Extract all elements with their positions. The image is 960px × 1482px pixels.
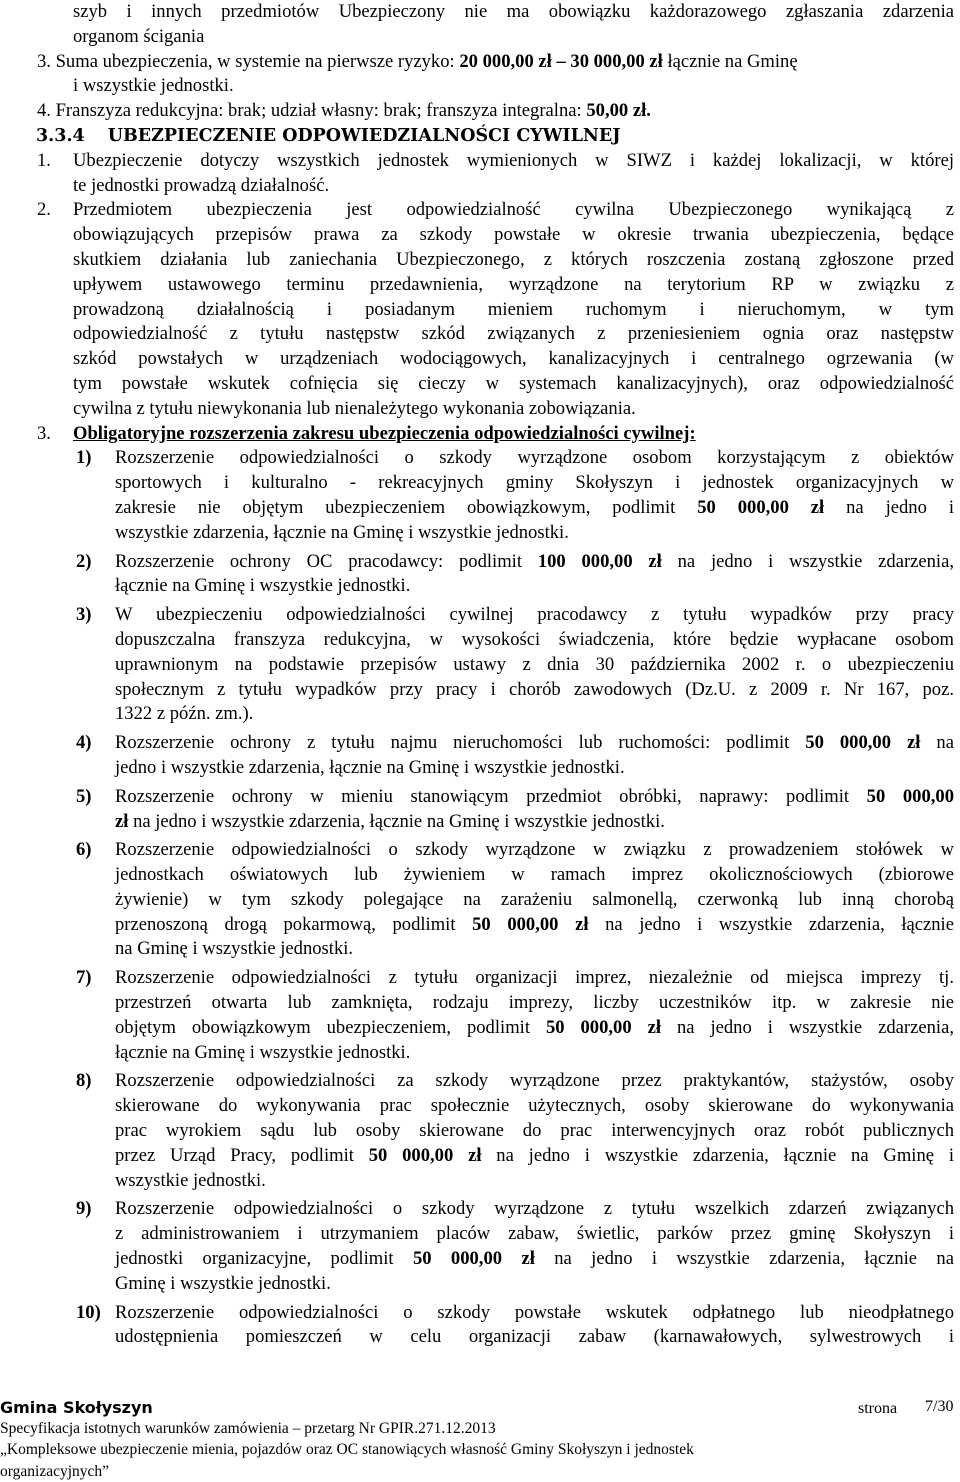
clause-3-sum: 3. Suma ubezpieczenia, w systemie na pierwsze ryzyko: 20 000,00 zł – 30 000,00 zł łącznie na Gminę xyxy=(37,50,798,72)
text-line: Rozszerzenie ochrony OC pracodawcy: podlimit 100 000,00 zł na jedno i wszystkie zdarzenia, xyxy=(115,550,955,572)
list-item xyxy=(76,966,954,1065)
paragraph-1 xyxy=(37,149,954,199)
clause-4-franchise: 4. Franszyza redukcyjna: brak; udział własny: brak; franszyza integralna: 50,00 zł. xyxy=(37,100,651,122)
list-item xyxy=(76,785,954,835)
list-item-number: 5) xyxy=(76,785,92,807)
footer-title-line: „Kompleksowe ubezpieczenie mienia, pojazdów oraz OC stanowiących własność Gminy Skołyszyn i jednostek xyxy=(0,1441,694,1458)
list-item-number: 6) xyxy=(76,839,92,861)
paragraph-number: 3. xyxy=(37,422,51,444)
list-item xyxy=(76,838,954,962)
text-line: Rozszerzenie odpowiedzialności o szkody wyrządzone osobom korzystającym z obiektów xyxy=(115,447,954,469)
text-line: Rozszerzenie odpowiedzialności z tytułu organizacji imprez, niezależnie od miejsca imprezy tj. xyxy=(115,967,954,989)
text-line: Rozszerzenie ochrony w mieniu stanowiącym przedmiot obróbki, naprawy: podlimit 50 000,00 xyxy=(115,785,954,807)
text-line: przez Urząd Pracy, podlimit 50 000,00 zł na jedno i wszystkie zdarzenia, łącznie na Gminę i xyxy=(115,1144,954,1166)
footer-title-line: organizacyjnych” xyxy=(0,1463,110,1480)
paragraph-title: Obligatoryjne rozszerzenia zakresu ubezpieczenia odpowiedzialności cywilnej: xyxy=(73,422,696,444)
text-line: z administrowaniem i utrzymaniem placów zabaw, świetlic, parków przez gminę Skołyszyn i xyxy=(115,1223,954,1245)
list-item-number: 4) xyxy=(76,732,92,754)
text-line: zł na jedno i wszystkie zdarzenia, łącznie na Gminę i wszystkie jednostki. xyxy=(115,810,665,832)
text-line: Gminę i wszystkie jednostki. xyxy=(115,1272,331,1294)
text-line: W ubezpieczeniu odpowiedzialności cywilnej pracodawcy z tytułu wypadków przy pracy xyxy=(115,604,954,626)
text-line: Przedmiotem ubezpieczenia jest odpowiedzialność cywilna Ubezpieczonego wynikającą z xyxy=(73,199,954,221)
list-item-number: 9) xyxy=(76,1198,92,1220)
paragraph-2 xyxy=(37,198,954,421)
text-line: łącznie na Gminę i wszystkie jednostki. xyxy=(115,1041,411,1063)
list-item xyxy=(76,550,954,600)
text-line: przestrzeń otwarta lub zamknięta, rodzaju imprezy, liczby uczestników itp. w zakresie nie xyxy=(115,992,954,1014)
text-line: organom ścigania xyxy=(73,25,205,47)
text-line: prac wyrokiem sądu lub osoby skierowane do prac interwencyjnych oraz robót publicznych xyxy=(115,1120,954,1142)
list-item xyxy=(76,1301,954,1351)
footer-page-number: 7/30 xyxy=(925,1398,954,1415)
list-item-number: 8) xyxy=(76,1070,92,1092)
list-item-number: 2) xyxy=(76,550,92,572)
text-line: prowadzoną działalnością i posiadanym mieniem ruchomym i nieruchomym, w tym xyxy=(73,298,954,320)
list-item xyxy=(76,603,954,727)
text-line: łącznie na Gminę i wszystkie jednostki. xyxy=(115,575,411,597)
list-item xyxy=(76,1197,954,1296)
text-line: tym powstałe wskutek cofnięcia się cieczy w systemach kanalizacyjnych), oraz odpowiedzialność xyxy=(73,372,954,394)
text-line: i wszystkie jednostki. xyxy=(73,75,234,97)
text-line: wszystkie jednostki. xyxy=(115,1169,266,1191)
text-line: jedno i wszystkie zdarzenia, łącznie na Gminę i wszystkie jednostki. xyxy=(115,756,625,778)
text-line: Rozszerzenie ochrony z tytułu najmu nieruchomości lub ruchomości: podlimit 50 000,00 zł na xyxy=(115,732,954,754)
list-item-number: 1) xyxy=(76,447,92,469)
text-line: Rozszerzenie odpowiedzialności o szkody powstałe wskutek odpłatnego lub nieodpłatnego xyxy=(115,1301,954,1323)
text-line: dopuszczalna franszyza redukcyjna, w wysokości świadczenia, które będzie wypłacane osobom xyxy=(115,628,954,650)
text-line: upływem ustawowego terminu przedawnienia, wyrządzone na terytorium RP w związku z xyxy=(73,273,954,295)
text-line: Rozszerzenie odpowiedzialności o szkody wyrządzone w związku z prowadzeniem stołówek w xyxy=(115,839,954,861)
text-line: uprawnionym na podstawie przepisów ustawy z dnia 30 października 2002 r. o ubezpieczeniu xyxy=(115,653,954,675)
list-item xyxy=(76,1069,954,1193)
text-line: 1322 z późn. zm.). xyxy=(115,703,254,725)
text-line: Rozszerzenie odpowiedzialności za szkody wyrządzone przez praktykantów, stażystów, osoby xyxy=(115,1070,954,1092)
list-item xyxy=(76,731,954,781)
text-line: objętym obowiązkowym ubezpieczeniem, podlimit 50 000,00 zł na jedno i wszystkie zdarzenia, xyxy=(115,1016,954,1038)
list-item-number: 10) xyxy=(76,1301,101,1323)
text-line: skierowane do wykonywania prac społecznie użytecznych, osoby skierowane do wykonywania xyxy=(115,1095,954,1117)
footer-specification: Specyfikacja istotnych warunków zamówienia – przetarg Nr GPIR.271.12.2013 xyxy=(0,1420,496,1437)
paragraph-number: 1. xyxy=(37,149,51,171)
text-line: na Gminę i wszystkie jednostki. xyxy=(115,938,354,960)
text-line: odpowiedzialność z tytułu następstw szkód związanych z przeniesieniem ognia oraz następstw xyxy=(73,323,954,345)
list-item-number: 3) xyxy=(76,604,92,626)
text-line: zakresie nie objętym ubezpieczeniem obowiązkowym, podlimit 50 000,00 zł na jedno i xyxy=(115,496,954,518)
section-heading: 3.3.4 UBEZPIECZENIE ODPOWIEDZIALNOŚCI CYWILNEJ xyxy=(36,125,621,146)
text-line: żywienie) w tym szkody polegające na zarażeniu salmonellą, czerwonką lub inną chorobą xyxy=(115,888,954,910)
text-line: obowiązujących przepisów prawa za szkody powstałe w okresie trwania ubezpieczenia, będące xyxy=(73,224,954,246)
document-body xyxy=(36,0,955,1350)
text-line: wszystkie zdarzenia, łącznie na Gminę i wszystkie jednostki. xyxy=(115,521,569,543)
text-line: skutkiem działania lub zaniechania Ubezpieczonego, z których roszczenia zostaną zgłoszone przed xyxy=(73,248,954,270)
text-line: te jednostki prowadzą działalność. xyxy=(73,174,330,196)
footer-organization: Gmina Skołyszyn xyxy=(0,1398,153,1417)
paragraph-number: 2. xyxy=(37,199,51,221)
text-line: Rozszerzenie odpowiedzialności o szkody wyrządzone z tytułu wszelkich zdarzeń związanych xyxy=(115,1198,954,1220)
text-line: udostępnienia pomieszczeń w celu organizacji zabaw (karnawałowych, sylwestrowych i xyxy=(115,1326,954,1348)
text-line: Ubezpieczenie dotyczy wszystkich jednostek wymienionych w SIWZ i każdej lokalizacji, w której xyxy=(73,149,954,171)
text-line: cywilna z tytułu niewykonania lub nienależytego wykonania zobowiązania. xyxy=(73,397,636,419)
list-item-number: 7) xyxy=(76,967,92,989)
text-line: jednostki organizacyjne, podlimit 50 000,00 zł na jedno i wszystkie zdarzenia, łącznie na xyxy=(115,1248,954,1270)
paragraph-3 xyxy=(37,422,954,447)
text-line: sportowych i kulturalno - rekreacyjnych gminy Skołyszyn i jednostek organizacyjnych w xyxy=(115,472,954,494)
text-line: społecznym z tytułu wypadków przy pracy i chorób zawodowych (Dz.U. z 2009 r. Nr 167, poz. xyxy=(115,678,954,700)
text-line: szkód powstałych w urządzeniach wodociągowych, kanalizacyjnych i centralnego ogrzewania (w xyxy=(73,348,954,370)
footer-page-label: strona xyxy=(858,1400,898,1417)
list-item xyxy=(76,446,954,545)
text-line: jednostkach oświatowych lub żywieniem w ramach imprez okolicznościowych (zbiorowe xyxy=(115,864,954,886)
text-line: przenoszoną drogą pokarmową, podlimit 50 000,00 zł na jedno i wszystkie zdarzenia, łącznie xyxy=(115,913,954,935)
text-line: szyb i innych przedmiotów Ubezpieczony nie ma obowiązku każdorazowego zgłaszania zdarzenia xyxy=(73,1,954,22)
